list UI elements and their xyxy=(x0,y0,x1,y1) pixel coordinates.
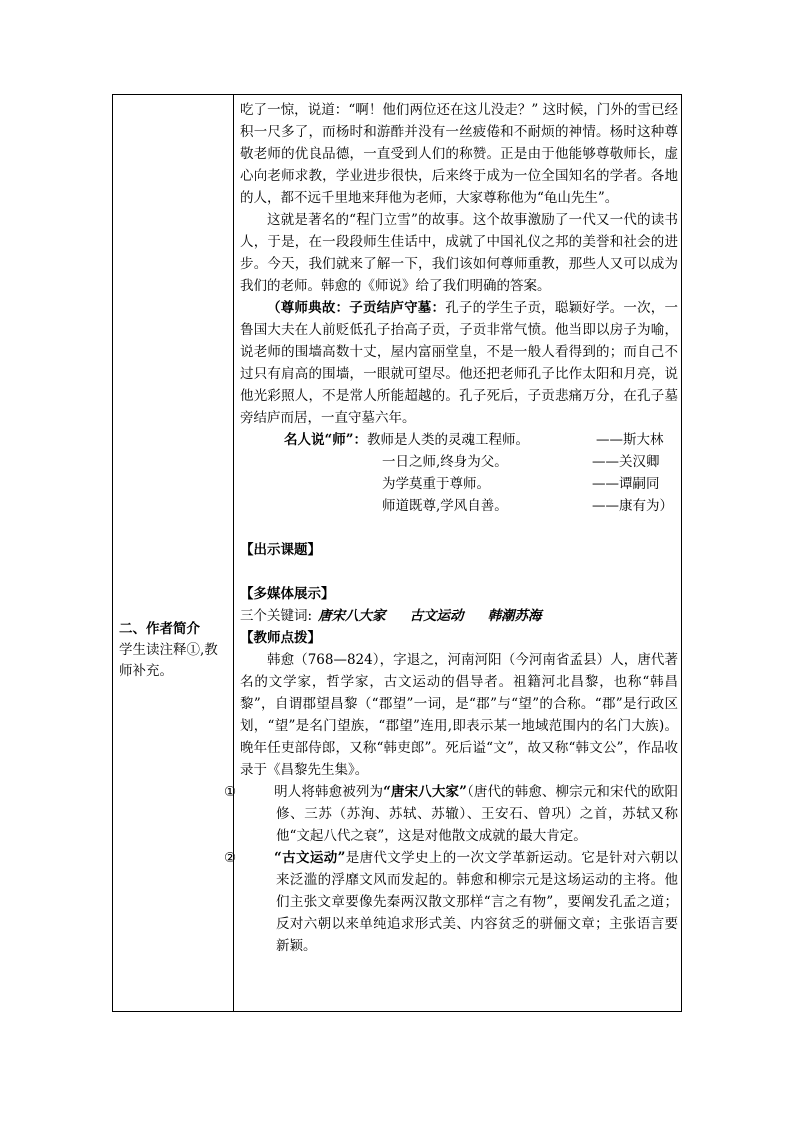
item-text: 是唐代文学史上的一次文学革新运动。它是针对六朝以来泛滥的浮靡文风而发起的。韩愈和柳宗元是这场运动的主将。他们主张文章要像先秦两汉散文那样“言之有物”，要阐发孔孟之道；反对六朝以来单纯追求形式美、内容贫乏的骈俪文章；主张语言要新颖。 xyxy=(276,850,679,954)
left-column-section xyxy=(113,619,231,682)
media-label: 【多媒体展示】 xyxy=(240,586,335,602)
item-text: （唐代的韩愈、柳宗元和宋代的欧阳修、三苏（苏洵、苏轼、苏辙）、王安石、曾巩）之首，苏轼又称他“文起八代之衰”，这是对他散文成就的最大肯定。 xyxy=(276,784,679,844)
story-paragraph-3 xyxy=(240,297,678,429)
quote-row xyxy=(240,451,678,473)
quote-author: ——康有为） xyxy=(592,498,673,514)
quote-author: ——关汉卿 xyxy=(592,454,660,470)
bio-paragraph: 韩愈（768—824），字退之，河南河阳（今河南省孟县）人，唐代著名的文学家，哲学家，古文运动的倡导者。祖籍河北昌黎，也称“韩昌黎”，自谓郡望昌黎（“郡望”一词，是“郡”与“望”的合称。“郡”是行政区划，“望”是名门望族，“郡望”连用,即表示某一地域范围内的名门大族)。晚年任吏部侍郎，又称“韩吏郎”。死后谥“文”，故又称“韩文公”，作品收录于《昌黎先生集》。 xyxy=(240,652,678,778)
section-title: 二、作者简介 xyxy=(119,621,200,637)
lesson-table xyxy=(112,94,682,1012)
quote-author: ——斯大林 xyxy=(596,432,664,448)
keywords-prefix: 三个关键词: xyxy=(240,608,313,624)
story-paragraph-1: 吃了一惊，说道：“啊！他们两位还在这儿没走？” 这时候，门外的雪已经积一尺多了，而杨时和游酢并没有一丝疲倦和不耐烦的神情。杨时这种尊敬老师的优良品德，一直受到人们的称赞。正是由于他能够尊敬师长，虚心向老师求教，学业进步很快，后来终于成为一位全国知名的学者。各地的人，都不远千里地来拜他为老师，大家尊称他为“龟山先生”。 xyxy=(240,102,678,206)
quote-row xyxy=(240,473,678,495)
quote-row xyxy=(240,495,678,517)
item-pre: 明人将韩愈被列为 xyxy=(274,784,384,800)
quote-row xyxy=(240,429,678,451)
item-number: ① xyxy=(224,784,237,800)
item-number: ② xyxy=(224,850,237,866)
quote-line xyxy=(284,429,529,451)
anecdote-label: （尊师典故：子贡结庐守墓： xyxy=(267,300,446,316)
list-item xyxy=(224,847,679,957)
item-keyword: “唐宋八大家” xyxy=(383,784,467,800)
show-title-label: 【出示课题】 xyxy=(240,542,321,558)
story-paragraph-2: 这就是著名的“程门立雪”的故事。这个故事激励了一代又一代的读书人，于是，在一段段师生佳话中，成就了中国礼仪之邦的美誉和社会的进步。今天，我们就来了解一下，我们该如何尊师重教，那些人又可以成为我们的老师。韩愈的《师说》给了我们明确的答案。 xyxy=(240,212,678,294)
keywords-line xyxy=(240,605,678,627)
keyword: 韩潮苏海 xyxy=(487,608,542,624)
quotes-label: 名人说“师”： xyxy=(284,432,368,448)
right-column-content xyxy=(224,99,679,957)
column-divider xyxy=(233,95,234,1011)
teacher-label: 【教师点拨】 xyxy=(240,630,321,646)
quote-text: 为学莫重于尊师。 xyxy=(382,476,490,492)
quote-text: 师道既尊,学风自善。 xyxy=(382,498,508,514)
quote-text: 一日之师,终身为父。 xyxy=(382,454,508,470)
quote-text: 教师是人类的灵魂工程师。 xyxy=(367,432,530,448)
keyword: 唐宋八大家 xyxy=(318,608,386,624)
section-note: 学生读注释①,教师补充。 xyxy=(119,642,218,679)
list-item xyxy=(224,781,679,847)
item-keyword: “古文运动” xyxy=(274,850,346,866)
quote-author: ——谭嗣同 xyxy=(592,476,660,492)
anecdote-text: 孔子的学生子贡，聪颖好学。一次，一鲁国大夫在人前贬低孔子抬高子贡，子贡非常气愤。他当即以房子为喻，说老师的围墙高数十丈，屋内富丽堂皇，不是一般人看得到的；而自己不过只有肩高的围墙，一眼就可望尽。他还把老师孔子比作太阳和月亮，说他光彩照人，不是常人所能超越的。孔子死后，子贡悲痛万分，在孔子墓旁结庐而居，一直守墓六年。 xyxy=(240,300,679,426)
keyword: 古文运动 xyxy=(409,608,464,624)
